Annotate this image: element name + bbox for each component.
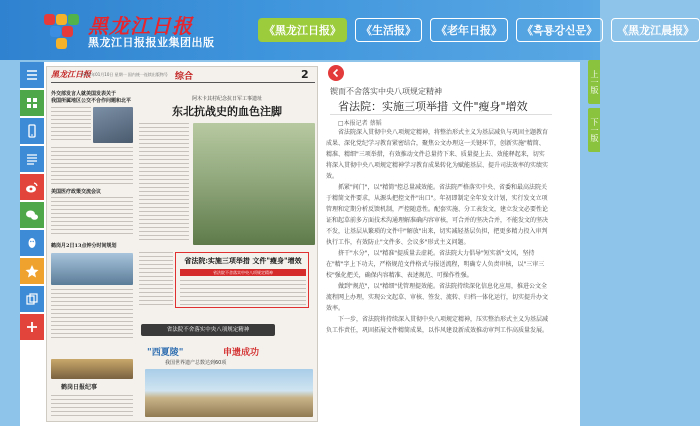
paper-page-number: 2: [301, 68, 309, 81]
paper-date: 2022年01月10日 星期一 国内统一连续出版物号: [81, 72, 168, 77]
site-header: [0, 0, 695, 60]
paper-photo[interactable]: [145, 369, 313, 417]
paper-text-block: [51, 147, 133, 185]
menu-icon: [24, 67, 40, 83]
paper-left-headline[interactable]: 鹤岗日报纪事: [61, 384, 98, 391]
qzone-icon: [24, 263, 40, 279]
main-panel: [20, 62, 580, 426]
paper-text-block: [180, 280, 306, 306]
site-logo[interactable]: [44, 10, 234, 54]
paper-text-block: [51, 395, 133, 419]
prev-page-button[interactable]: 上一版: [588, 60, 600, 104]
article-divider: [330, 114, 552, 115]
newspaper-tabs: [258, 18, 700, 42]
qq-icon: [24, 235, 40, 251]
copy-icon: [24, 291, 40, 307]
article-panel: [318, 62, 554, 426]
paper-text-block: [51, 107, 91, 143]
paper-left-headline[interactable]: 美国医疗政策交流会议: [51, 189, 102, 195]
sidebar-button-copy[interactable]: [20, 286, 44, 312]
add-icon: [24, 319, 40, 335]
tab-elderly-daily[interactable]: 《老年日报》: [430, 18, 508, 42]
article-paragraph: 下一步，省法院将持续深入贯彻中央八项规定精神，压实整治形式主义为基层减负工作责任，巩固拓展文件精简成果，以作风建设新成效推动审判工作高质量发展。: [326, 316, 549, 334]
back-button[interactable]: [328, 65, 344, 81]
article-paragraph: 挤干"水分"，以"精准"提质量去虚耗。省法院大力倡导"短实新"文风，坚持在"精"字上下功夫，严格规范文件格式与报送流程，明确专人负责审核，以"三审三校"强化把关，确保内容精准、表述规范、可操作性强。: [326, 250, 545, 279]
sidebar-button-phone[interactable]: [20, 118, 44, 144]
paper-left-column: [51, 87, 133, 417]
sidebar-button-qq[interactable]: [20, 230, 44, 256]
xixia-headline-part1[interactable]: "西夏陵": [147, 348, 184, 358]
paper-kicker: 阿木卡其村纪念抗日军工事遗址: [191, 96, 262, 102]
sidebar: [20, 62, 44, 426]
paper-text-block: [51, 197, 133, 237]
logo-subtitle: 黑龙江日报报业集团出版: [88, 36, 215, 49]
paper-photo[interactable]: [51, 359, 133, 379]
paper-section: 综合: [175, 72, 194, 82]
xixia-headline-part2[interactable]: 申遗成功: [223, 348, 260, 358]
paper-left-headline[interactable]: 鹤岗月2日13点钟分时间规划: [51, 243, 117, 249]
paper-photo[interactable]: [51, 253, 133, 285]
logo-title: 黑龙江日报: [88, 14, 193, 38]
article-paragraph: 做到"规范"，以"精细"优管理提效能。省法院持续深化信息化应用，推进公文全流程网上办理，实现公文起草、审核、签发、流转、归档一体化运行，切实提升办文效率。: [326, 283, 549, 312]
xixia-subheadline: 我国世界遗产总数达到60项: [165, 360, 227, 366]
paper-photo[interactable]: [193, 123, 315, 245]
phone-icon: [24, 123, 40, 139]
article-paragraph: 省法院深入贯彻中央八项规定精神，将整治形式主义为基层减负与巩固主题教育成果、深化党纪学习教育紧密结合，聚焦公文办理这一关键环节，创新实施"精简、精准、精细"三项举措，有效推动文件总量持下来、质量提上去、效能释起来，切实将深入贯彻中央八项规定精神学习教育成果转化为赋能基层、提升司法效率的实绩实效。: [326, 129, 549, 180]
paper-text-block: [139, 252, 173, 306]
paper-text-block: [51, 289, 133, 341]
logo-mark: [44, 14, 80, 48]
sidebar-button-weibo[interactable]: [20, 174, 44, 200]
next-page-button[interactable]: 下一版: [588, 108, 600, 152]
article-title: 省法院：实施三项举措 文件"瘦身"增效: [338, 100, 528, 113]
paper-text-block: [139, 123, 189, 241]
article-kicker: 锲而不舍落实中央八项规定精神: [330, 87, 442, 96]
sidebar-button-add[interactable]: [20, 314, 44, 340]
selected-article-headline: 省法院:实施三项举措 文件"瘦身"增效: [184, 256, 302, 265]
sidebar-button-grid[interactable]: [20, 90, 44, 116]
tab-morning-post[interactable]: 《黑龙江晨报》: [611, 18, 700, 42]
grid-icon: [24, 95, 40, 111]
paper-photo[interactable]: [93, 107, 133, 143]
sidebar-button-qzone[interactable]: [20, 258, 44, 284]
hover-tooltip: 省法院不舍落实中央八项规定精神: [141, 324, 275, 336]
newspaper-page[interactable]: [46, 66, 318, 422]
tab-heilongjiang-daily[interactable]: 《黑龙江日报》: [258, 18, 347, 42]
sidebar-button-wechat[interactable]: [20, 202, 44, 228]
list-icon: [24, 151, 40, 167]
selected-article-box[interactable]: [175, 252, 309, 308]
selected-article-kicker: 省法院不舍落实中央八项规定精神: [180, 269, 306, 276]
paper-right-column: [139, 87, 315, 417]
article-body: [326, 127, 550, 336]
sidebar-button-menu[interactable]: [20, 62, 44, 88]
article-byline: □本报记者 蔡韬: [338, 120, 382, 127]
paper-left-headline[interactable]: 外交部发言人就美国发表关于: [51, 91, 117, 97]
weibo-icon: [24, 179, 40, 195]
paper-left-headline[interactable]: 我国所属地区公交不合作问题和北平: [51, 98, 132, 104]
tab-life-daily[interactable]: 《生活报》: [355, 18, 422, 42]
paper-lead-headline[interactable]: 东北抗战史的血色注脚: [172, 105, 282, 118]
article-paragraph: 抓紧"间门"，以"精简"控总量减效能。省法院严格落实中央、省委和最高法院关于精简文件要求，从源头把控文件"出口"。年初即制定全年发文计划，实行发文立项管理和定期分析反馈机制，严控随意性。配套实施、分工表发文，建立发文必要性论证和起草前多方面技术沟通理解准确内容审核，可合并的坚决合并，不能发文的坚决不发，让基层从繁琐的文件中"解放"出来，切实减轻基层负担，把更多精力投入审判执行工作，有效防止"文件多、会议多"形式主义问题。: [326, 184, 549, 246]
paper-logo: 黑龙江日报: [51, 69, 91, 79]
back-arrow-icon: [331, 68, 341, 78]
wechat-icon: [24, 207, 40, 223]
paper-masthead: [51, 69, 315, 83]
tab-korean-daily[interactable]: 《흑룡강신문》: [516, 18, 603, 42]
sidebar-button-list[interactable]: [20, 146, 44, 172]
